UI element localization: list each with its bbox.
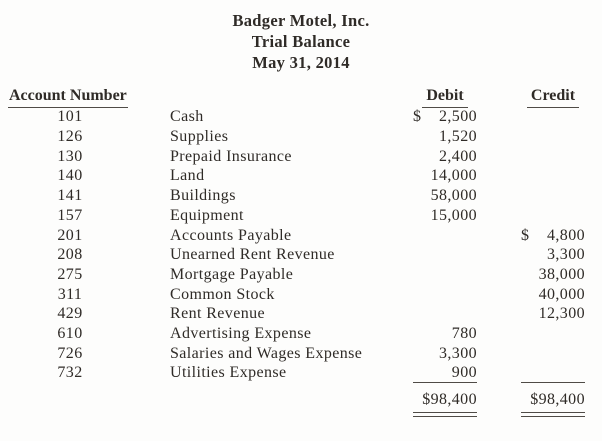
currency-symbol: $ [413, 108, 422, 126]
credit-amount [521, 166, 585, 186]
debit-amount [413, 147, 477, 167]
account-row [8, 166, 602, 186]
credit-column-header: Credit [521, 87, 585, 109]
account-row [8, 265, 602, 285]
debit-amount [413, 344, 477, 364]
account-row [8, 226, 602, 246]
amount: 3,300 [547, 246, 585, 264]
debit-amount [413, 166, 477, 186]
account-number: 732 [57, 364, 83, 382]
credit-amount [521, 304, 585, 324]
amount: 14,000 [430, 167, 477, 185]
account-name: Utilities Expense [170, 364, 287, 382]
amount: 15,000 [430, 206, 477, 224]
amount: 2,400 [439, 147, 477, 165]
account-name: Accounts Payable [170, 226, 292, 244]
amount: 40,000 [538, 285, 585, 303]
debit-amount [413, 304, 477, 324]
account-number: 130 [57, 147, 83, 165]
amount: 12,300 [538, 305, 585, 323]
amount: 4,800 [547, 226, 585, 244]
account-row [8, 245, 602, 265]
account-number: 429 [57, 305, 83, 323]
amount: 58,000 [430, 187, 477, 205]
company-name: Badger Motel, Inc. [232, 11, 370, 30]
account-row [8, 206, 602, 226]
debit-amount [413, 226, 477, 246]
account-name: Advertising Expense [170, 324, 312, 342]
account-number: 311 [57, 285, 83, 303]
credit-amount [521, 186, 585, 206]
debit-amount [413, 324, 477, 344]
account-row [8, 324, 602, 344]
account-number: 275 [57, 265, 83, 283]
account-number: 726 [57, 344, 83, 362]
debit-amount [413, 206, 477, 226]
amount: 900 [451, 364, 477, 382]
account-row [8, 147, 602, 167]
account-number: 208 [57, 246, 83, 264]
account-name: Common Stock [170, 285, 275, 303]
account-name: Unearned Rent Revenue [170, 246, 335, 264]
debit-amount [413, 363, 477, 383]
report-date: May 31, 2014 [252, 52, 350, 72]
totals-row [8, 383, 602, 409]
credit-amount [521, 107, 585, 127]
credit-amount [521, 265, 585, 285]
account-row [8, 285, 602, 305]
debit-total-double-rule [413, 412, 477, 418]
credit-amount [521, 344, 585, 364]
trial-balance-document [0, 11, 602, 441]
currency-symbol: $ [521, 226, 530, 244]
title-block [8, 11, 594, 73]
account-number: 141 [57, 187, 83, 205]
debit-amount [413, 186, 477, 206]
account-name: Salaries and Wages Expense [170, 344, 363, 362]
credit-amount [521, 206, 585, 226]
account-row [8, 304, 602, 324]
debit-amount [413, 265, 477, 285]
account-row [8, 107, 602, 127]
account-row [8, 363, 602, 383]
total-debit: $98,400 [422, 390, 477, 408]
account-number: 140 [57, 167, 83, 185]
account-name: Buildings [170, 187, 236, 205]
amount: 3,300 [439, 344, 477, 362]
account-name: Land [170, 167, 205, 185]
amount: 780 [451, 324, 477, 342]
credit-amount [521, 324, 585, 344]
credit-total-double-rule [521, 412, 585, 418]
debit-amount [413, 127, 477, 147]
table-header-row [8, 87, 602, 106]
account-name: Cash [170, 108, 204, 126]
account-number: 101 [57, 108, 83, 126]
account-number: 610 [57, 324, 83, 342]
account-name: Mortgage Payable [170, 265, 294, 283]
amount: 38,000 [538, 265, 585, 283]
amount: 1,520 [439, 128, 477, 146]
account-rows [8, 107, 602, 383]
account-row [8, 344, 602, 364]
amount: 2,500 [439, 108, 477, 126]
account-row [8, 127, 602, 147]
debit-amount [413, 285, 477, 305]
account-name: Rent Revenue [170, 305, 265, 323]
credit-amount [521, 226, 585, 246]
account-number: 157 [57, 206, 83, 224]
report-title: Trial Balance [251, 31, 351, 51]
debit-amount [413, 245, 477, 265]
credit-amount [521, 363, 585, 383]
credit-amount [521, 127, 585, 147]
credit-amount [521, 285, 585, 305]
credit-amount [521, 147, 585, 167]
account-number: 201 [57, 226, 83, 244]
debit-column-header: Debit [413, 87, 477, 109]
account-number-column-header: Account Number [8, 87, 132, 109]
total-credit: $98,400 [530, 390, 585, 408]
account-name: Supplies [170, 128, 229, 146]
double-underline-row [8, 412, 602, 418]
account-number: 126 [57, 128, 83, 146]
account-row [8, 186, 602, 206]
debit-amount [413, 107, 477, 127]
account-name: Prepaid Insurance [170, 147, 292, 165]
credit-amount [521, 245, 585, 265]
account-name: Equipment [170, 206, 244, 224]
